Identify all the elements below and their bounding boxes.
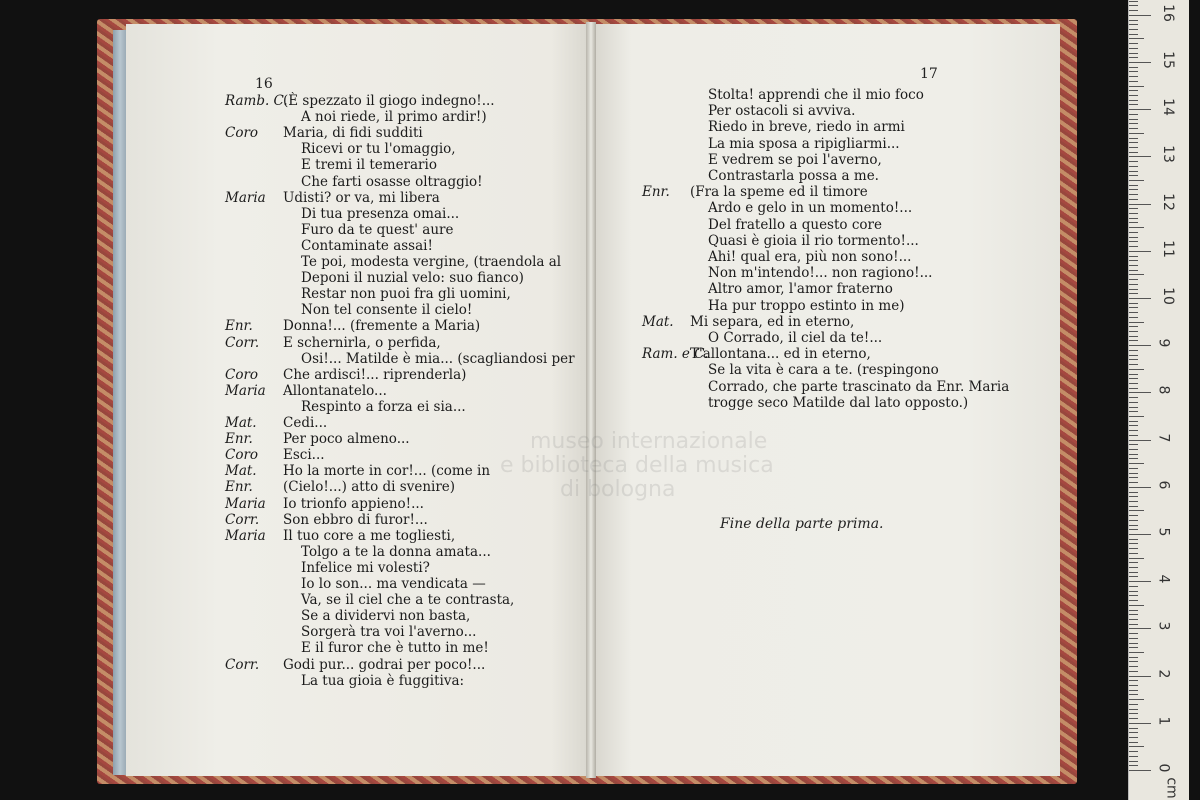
ruler-tick [1129, 62, 1151, 63]
verse-line: Del fratello a questo core [708, 216, 882, 233]
verse-line: Maria, di fidi sudditi [283, 125, 423, 142]
ruler-tick [1129, 67, 1138, 68]
book-spine-strip [113, 30, 127, 775]
ruler-tick [1129, 463, 1144, 464]
ruler-number: 8 [1155, 385, 1172, 395]
ruler-tick [1129, 1, 1138, 2]
ruler-tick [1129, 643, 1138, 644]
ruler-tick [1129, 20, 1138, 21]
ruler-tick [1129, 671, 1138, 672]
ruler-tick [1129, 204, 1151, 205]
verse-line: Va, se il ciel che a te contrasta, [301, 592, 515, 609]
ruler-unit: cm [1163, 777, 1180, 799]
ruler-tick [1129, 227, 1144, 228]
ruler-tick [1129, 624, 1138, 625]
ruler-tick [1129, 86, 1144, 87]
ruler-tick [1129, 241, 1138, 242]
ruler-tick [1129, 71, 1138, 72]
ruler-tick [1129, 506, 1138, 507]
ruler-tick [1129, 586, 1138, 587]
ruler-tick [1129, 473, 1138, 474]
verse-line: Il tuo core a me togliesti, [283, 527, 456, 544]
ruler-tick [1129, 520, 1138, 521]
verse-line: Son ebbro di furor!... [283, 511, 428, 528]
ruler-number: 11 [1159, 239, 1176, 258]
ruler-tick [1129, 114, 1138, 115]
verse-line: E il furor che è tutto in me! [301, 640, 489, 657]
ruler-tick [1129, 728, 1138, 729]
ruler-tick [1129, 713, 1138, 714]
verse-line: Contaminate assai! [301, 237, 433, 254]
ruler-number: 10 [1159, 287, 1176, 305]
ruler-tick [1129, 208, 1138, 209]
speaker-label: Maria [225, 495, 266, 512]
ruler-tick [1129, 260, 1138, 261]
ruler-tick [1129, 402, 1138, 403]
ruler-tick [1129, 331, 1138, 332]
ruler-tick [1129, 15, 1151, 16]
ruler-tick [1129, 289, 1138, 290]
ruler-tick [1129, 57, 1138, 58]
ruler-tick [1129, 38, 1144, 39]
ruler-tick [1129, 699, 1144, 700]
verse-line: (Cielo!...) atto di svenire) [283, 479, 456, 496]
ruler-tick [1129, 539, 1138, 540]
verse-line: A noi riede, il primo ardir!) [301, 109, 487, 126]
verse-line: La mia sposa a ripigliarmi... [708, 135, 900, 152]
ruler-tick [1129, 293, 1138, 294]
ruler-tick [1129, 761, 1138, 762]
ruler-number: 3 [1155, 621, 1172, 631]
speaker-label: Enr. [225, 431, 253, 448]
verse-line: Mi separa, ed in eterno, [690, 313, 855, 330]
ruler-tick [1129, 133, 1144, 134]
ruler-tick [1129, 487, 1151, 488]
verse-line: Che farti osasse oltraggio! [301, 173, 483, 190]
ruler-tick [1129, 48, 1138, 49]
ruler-tick [1129, 322, 1144, 323]
ruler-tick [1129, 76, 1138, 77]
watermark-line: di bologna [560, 477, 676, 502]
ruler-tick [1129, 416, 1144, 417]
verse-line: Esci... [283, 447, 325, 464]
speaker-label: Mat. [225, 463, 257, 480]
ruler-tick [1129, 104, 1138, 105]
ruler-tick [1129, 477, 1138, 478]
ruler-number: 9 [1155, 338, 1172, 348]
ruler-tick [1129, 123, 1138, 124]
ruler-tick [1129, 407, 1138, 408]
speaker-label: Corr. [225, 334, 260, 351]
ruler-tick [1129, 5, 1138, 6]
ruler-tick [1129, 109, 1151, 110]
verse-line: E vedrem se poi l'averno, [708, 151, 882, 168]
ruler-tick [1129, 647, 1138, 648]
verse-line: Te poi, modesta vergine, (traendola al [301, 254, 562, 270]
ruler-tick [1129, 628, 1151, 629]
verse-line: Infelice mi volesti? [301, 559, 430, 576]
ruler-tick [1129, 525, 1138, 526]
ruler-tick [1129, 298, 1151, 299]
ruler-tick [1129, 666, 1138, 667]
verse-line: Donna!... (fremente a Maria) [283, 318, 481, 335]
ruler-tick [1129, 562, 1138, 563]
verse-line: O Corrado, il ciel da te!... [708, 330, 883, 346]
speaker-label: Mat. [642, 313, 674, 330]
ruler-tick [1129, 10, 1138, 11]
verse-line: Stolta! apprendi che il mio foco [708, 87, 924, 103]
ruler-number: 7 [1155, 433, 1172, 443]
ruler-tick [1129, 383, 1138, 384]
ruler-tick [1129, 709, 1138, 710]
ruler-number: 16 [1159, 3, 1176, 22]
speaker-label: Maria [225, 382, 266, 399]
ruler-tick [1129, 529, 1138, 530]
ruler-tick [1129, 553, 1138, 554]
end-of-part-text: Fine della parte prima. [720, 516, 884, 532]
speaker-label: Enr. [225, 479, 253, 496]
ruler-tick [1129, 374, 1138, 375]
ruler-tick [1129, 175, 1138, 176]
ruler-tick [1129, 199, 1138, 200]
ruler-tick [1129, 340, 1138, 341]
ruler-tick [1129, 770, 1151, 771]
ruler-tick [1129, 24, 1138, 25]
ruler-tick [1129, 742, 1138, 743]
verse-line: Udisti? or va, mi libera [283, 189, 440, 206]
ruler-tick [1129, 274, 1144, 275]
ruler-number: 4 [1155, 574, 1172, 584]
ruler-tick [1129, 694, 1138, 695]
ruler-tick [1129, 138, 1138, 139]
ruler-tick [1129, 746, 1144, 747]
verse-line: Ahi! qual era, più non sono!... [708, 249, 912, 265]
ruler-tick [1129, 661, 1138, 662]
ruler-tick [1129, 515, 1138, 516]
ruler-tick [1129, 189, 1138, 190]
ruler-tick [1129, 171, 1138, 172]
ruler-tick [1129, 336, 1138, 337]
verse-line: Se a dividervi non basta, [301, 608, 471, 625]
ruler-tick [1129, 614, 1138, 615]
ruler-tick [1129, 95, 1138, 96]
verse-line: Corrado, che parte trascinato da Enr. Maria [708, 378, 1010, 395]
ruler-tick [1129, 492, 1138, 493]
ruler-tick [1129, 213, 1138, 214]
verse-line: E tremi il temerario [301, 157, 437, 174]
ruler-tick [1129, 246, 1138, 247]
ruler-tick [1129, 501, 1138, 502]
ruler-tick [1129, 279, 1138, 280]
ruler-tick [1129, 633, 1138, 634]
ruler-tick [1129, 350, 1138, 351]
library-watermark [480, 430, 774, 502]
verse-line: Deponi il nuzial velo: suo fianco) [301, 270, 524, 287]
ruler-tick [1129, 185, 1138, 186]
verse-line: Di tua presenza omai... [301, 205, 460, 222]
right-page-number: 17 [920, 66, 938, 82]
verse-line: Per poco almeno... [283, 431, 410, 448]
ruler-tick [1129, 147, 1138, 148]
ruler-tick [1129, 454, 1138, 455]
ruler-number: 5 [1155, 527, 1172, 537]
verse-line: E schernirla, o perfida, [283, 334, 441, 351]
ruler-tick [1129, 572, 1138, 573]
speaker-label: Coro [225, 366, 259, 383]
ruler-tick [1129, 482, 1138, 483]
verse-line: La tua gioia è fuggitiva: [301, 672, 465, 689]
ruler-tick [1129, 411, 1138, 412]
ruler-tick [1129, 567, 1138, 568]
ruler-tick [1129, 595, 1138, 596]
verse-line: Riedo in breve, riedo in armi [708, 119, 905, 136]
verse-line: Cedi... [283, 415, 328, 431]
ruler-tick [1129, 680, 1138, 681]
ruler-tick [1129, 355, 1138, 356]
speaker-label: Enr. [642, 184, 670, 201]
left-page-number: 16 [255, 76, 273, 92]
ruler-tick [1129, 166, 1138, 167]
speaker-label: Ramb. C. [225, 93, 288, 109]
ruler-tick [1129, 610, 1138, 611]
ruler-tick [1129, 619, 1138, 620]
watermark-line: museo internazionale [530, 429, 768, 454]
ruler-tick [1129, 326, 1138, 327]
speaker-label: Mat. [225, 415, 257, 431]
ruler-tick [1129, 34, 1138, 35]
ruler-tick [1129, 392, 1151, 393]
ruler-tick [1129, 591, 1138, 592]
ruler-tick [1129, 440, 1151, 441]
ruler-tick [1129, 284, 1138, 285]
verse-line: T'allontana... ed in eterno, [690, 346, 871, 363]
book-gutter [586, 22, 596, 778]
verse-line: Restar non puoi fra gli uomini, [301, 286, 511, 303]
ruler-number: 6 [1155, 480, 1172, 490]
ruler-tick [1129, 317, 1138, 318]
ruler-tick [1129, 53, 1138, 54]
verse-line: (Fra la speme ed il timore [690, 184, 868, 201]
speaker-label: Corr. [225, 511, 260, 528]
verse-line: Non tel consente il cielo! [301, 302, 473, 319]
ruler-number: 1 [1155, 716, 1172, 726]
ruler-tick [1129, 558, 1144, 559]
verse-line: Altro amor, l'amor fraterno [708, 281, 893, 298]
measuring-ruler [1128, 0, 1189, 800]
ruler-tick [1129, 303, 1138, 304]
ruler-tick [1129, 435, 1138, 436]
ruler-tick [1129, 378, 1138, 379]
ruler-tick [1129, 430, 1138, 431]
ruler-tick [1129, 265, 1138, 266]
ruler-tick [1129, 128, 1138, 129]
ruler-tick [1129, 100, 1138, 101]
ruler-tick [1129, 152, 1138, 153]
verse-line: Contrastarla possa a me. [708, 168, 879, 184]
ruler-tick [1129, 421, 1138, 422]
speaker-label: Coro [225, 447, 259, 464]
verse-line: Ricevi or tu l'omaggio, [301, 141, 456, 158]
ruler-tick [1129, 548, 1138, 549]
ruler-tick [1129, 581, 1151, 582]
ruler-tick [1129, 600, 1138, 601]
ruler-tick [1129, 510, 1144, 511]
ruler-tick [1129, 256, 1138, 257]
verse-line: Furo da te quest' aure [301, 221, 454, 238]
ruler-tick [1129, 237, 1138, 238]
verse-line: Ho la morte in cor!... (come in [283, 463, 491, 480]
verse-line: Non m'intendo!... non ragiono!... [708, 265, 933, 282]
ruler-tick [1129, 449, 1138, 450]
speaker-label: Maria [225, 189, 266, 206]
ruler-tick [1129, 751, 1138, 752]
ruler-tick [1129, 468, 1138, 469]
ruler-tick [1129, 312, 1138, 313]
verse-line: Godi pur... godrai per poco!... [283, 656, 486, 673]
ruler-tick [1129, 307, 1138, 308]
ruler-number: 15 [1159, 51, 1176, 69]
ruler-tick [1129, 388, 1138, 389]
ruler-tick [1129, 29, 1138, 30]
ruler-number: 12 [1159, 192, 1176, 211]
ruler-tick [1129, 657, 1138, 658]
ruler-number: 14 [1159, 98, 1176, 117]
verse-line: Allontanatelo... [283, 382, 387, 399]
ruler-tick [1129, 161, 1138, 162]
ruler-tick [1129, 43, 1138, 44]
ruler-number: 0 [1155, 763, 1172, 773]
ruler-tick [1129, 194, 1138, 195]
ruler-tick [1129, 425, 1138, 426]
speaker-label: Corr. [225, 656, 260, 673]
ruler-tick [1129, 638, 1138, 639]
ruler-tick [1129, 90, 1138, 91]
ruler-tick [1129, 369, 1144, 370]
ruler-tick [1129, 444, 1138, 445]
ruler-tick [1129, 345, 1151, 346]
ruler-tick [1129, 232, 1138, 233]
ruler-tick [1129, 676, 1151, 677]
ruler-tick [1129, 156, 1151, 157]
verse-line: trogge seco Matilde dal lato opposto.) [708, 394, 969, 411]
ruler-tick [1129, 685, 1138, 686]
verse-line: Ha pur troppo estinto in me) [708, 297, 905, 314]
ruler-tick [1129, 723, 1151, 724]
verse-line: Io trionfo appieno!... [283, 495, 424, 512]
speaker-label: Ram. e C. [642, 346, 709, 363]
verse-line: Osi!... Matilde è mia... (scagliandosi per [301, 350, 575, 367]
ruler-tick [1129, 737, 1138, 738]
ruler-tick [1129, 732, 1138, 733]
ruler-tick [1129, 718, 1138, 719]
ruler-tick [1129, 364, 1138, 365]
verse-line: Sorgerà tra voi l'averno... [301, 624, 477, 641]
verse-line: Che ardisci!... riprenderla) [283, 366, 467, 383]
ruler-tick [1129, 270, 1138, 271]
speaker-label: Maria [225, 527, 266, 544]
ruler-tick [1129, 576, 1138, 577]
ruler-tick [1129, 222, 1138, 223]
verse-line: Se la vita è cara a te. (respingono [708, 362, 939, 379]
speaker-label: Enr. [225, 318, 253, 335]
speaker-label: Coro [225, 125, 259, 142]
ruler-tick [1129, 496, 1138, 497]
watermark-line: e biblioteca della musica [500, 453, 774, 478]
ruler-tick [1129, 359, 1138, 360]
ruler-tick [1129, 756, 1138, 757]
ruler-tick [1129, 397, 1138, 398]
ruler-tick [1129, 690, 1138, 691]
ruler-tick [1129, 81, 1138, 82]
ruler-tick [1129, 765, 1138, 766]
ruler-tick [1129, 652, 1144, 653]
ruler-tick [1129, 119, 1138, 120]
ruler-number: 2 [1155, 669, 1172, 679]
ruler-tick [1129, 180, 1144, 181]
verse-line: Per ostacoli si avviva. [708, 103, 856, 120]
verse-line: Quasi è gioia il rio tormento!... [708, 232, 919, 249]
ruler-tick [1129, 704, 1138, 705]
verse-line: Ardo e gelo in un momento!... [708, 200, 913, 217]
verse-line: Io lo son... ma vendicata — [301, 576, 486, 592]
verse-line: (È spezzato il giogo indegno!... [283, 93, 495, 109]
ruler-number: 13 [1159, 145, 1176, 164]
verse-line: Respinto a forza ei sia... [301, 398, 466, 415]
ruler-tick [1129, 251, 1151, 252]
ruler-tick [1129, 458, 1138, 459]
ruler-tick [1129, 543, 1138, 544]
ruler-tick [1129, 534, 1151, 535]
ruler-tick [1129, 218, 1138, 219]
verse-line: Tolgo a te la donna amata... [301, 543, 491, 560]
ruler-tick [1129, 605, 1144, 606]
ruler-tick [1129, 142, 1138, 143]
